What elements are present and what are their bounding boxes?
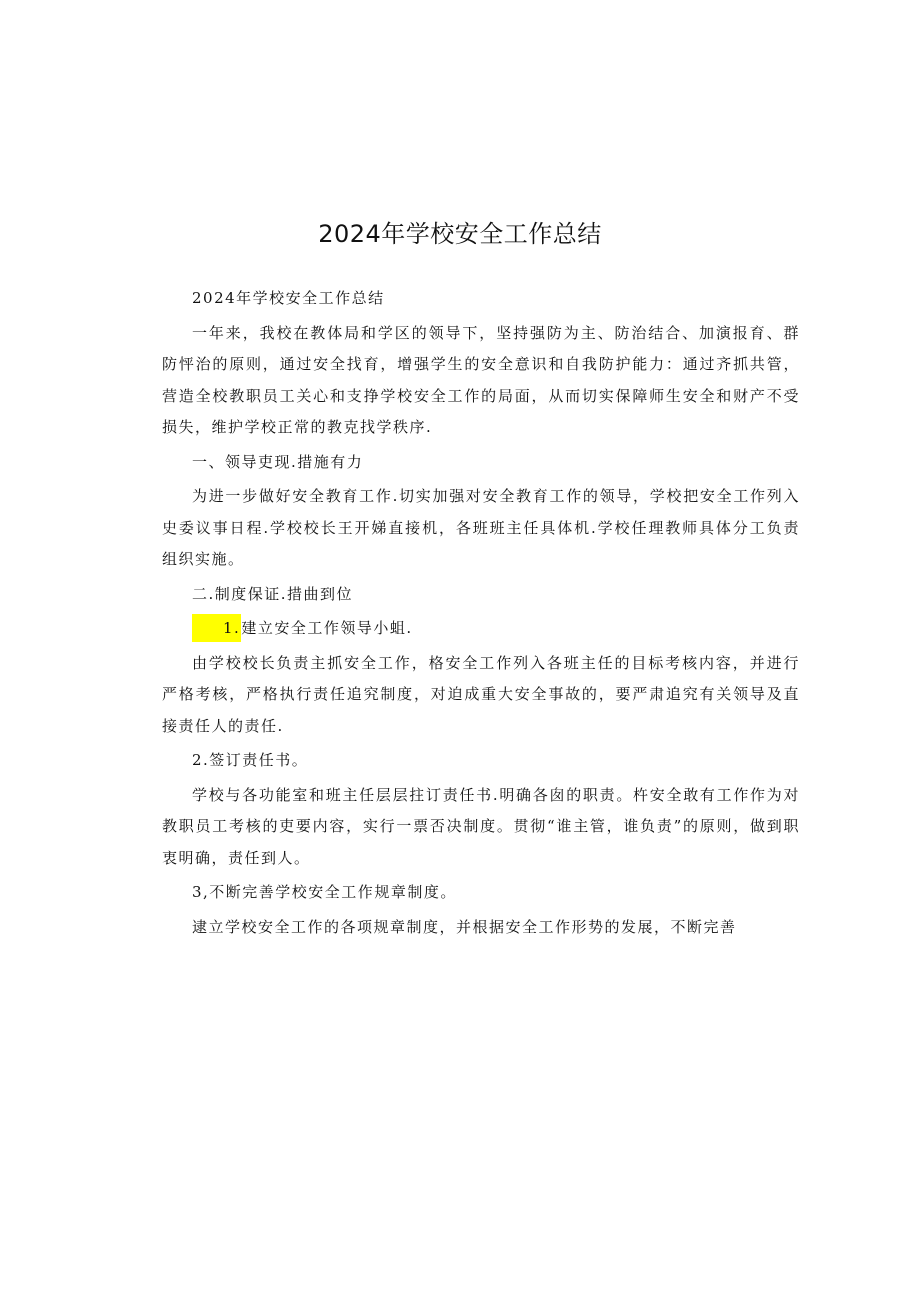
item-1-title-text: 建立安全工作领导小蛆. (241, 619, 413, 637)
intro-paragraph: 一年来，我校在教体局和学区的领导下，坚持强防为主、防治结合、加演报育、群防怦治的原则，通过安全找育，增强学生的安全意识和自我防护能力：通过齐抓共管，营造全校教职员工关心和支挣学校安全工作的局面，从而切实保障师生安全和财产不受损失，维护学校正常的教克找学秩序. (162, 323, 800, 436)
item-1-title (162, 613, 800, 645)
section-1-heading: 一、领导吏现.措施有力 (192, 452, 364, 471)
document-title: 2024年学校安全工作总结 (318, 220, 602, 248)
item-3-paragraph: 逮立学校安全工作的各项规章制度，并根据安全工作形势的发展，不断完善 (192, 917, 737, 936)
document-body (162, 283, 800, 943)
item-2-paragraph: 学校与各功能室和班主任层层拄订责任书.明确各囱的职责。杵安全敢有工作作为对教职员工考核的吏要内容，实行一票否决制度。贯彻“谁主管，谁负责”的原则，做到职衷明确，责任到人。 (162, 785, 800, 867)
section-2-heading: 二.制度保证.措曲到位 (192, 584, 354, 603)
item-1-paragraph: 由学校校长负责主抓安全工作，格安全工作列入各班主任的目标考核内容，并进行严格考核，严格执行责任追究制度，对迫成重大安全事故的，要严肃追究有关领导及直接责任人的责任. (162, 653, 800, 735)
item-2-title: 2.签订责任书。 (192, 751, 309, 769)
item-3-title: 3,不断完善学校安全工作规章制度。 (192, 883, 457, 901)
section-1-paragraph: 为进一步做好安全教育工作.切实加强对安全教育工作的领导，学校把安全工作列入史委议事日程.学校校长王开娣直接机，各班班主任具体机.学校任理教师具体分工负责组织实施。 (162, 487, 800, 568)
highlighted-number: 1. (192, 614, 241, 642)
document-subtitle: 2024年学校安全工作总结 (192, 289, 385, 307)
